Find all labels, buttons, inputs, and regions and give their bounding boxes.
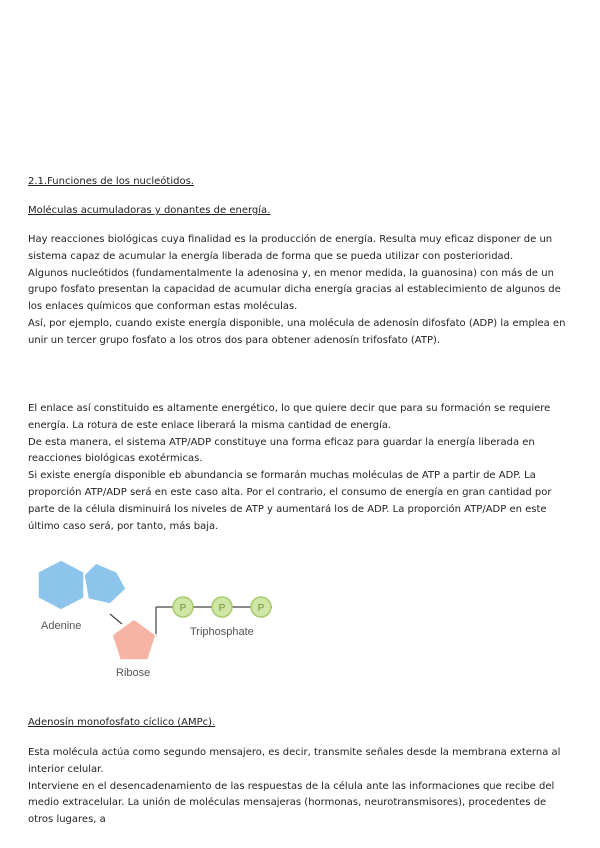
paragraph: El enlace así constituido es altamente energético, lo que quiere decir que para su formación se requiere energía. La rotura de este enlace liberará la misma cantidad de energía. <box>28 403 551 431</box>
phosphate-label-2: P <box>218 603 226 614</box>
paragraph: Esta molécula actúa como segundo mensajero, es decir, transmite señales desde la membrana externa al interior celular. <box>28 747 561 775</box>
adenine-label: Adenine <box>41 620 82 632</box>
paragraph: Si existe energía disponible eb abundancia se formarán muchas moléculas de ATP a partir de ADP. La proporción ATP/ADP será en este caso alta. Por el contrario, el consumo de energía en gran cantidad por parte de la célula disminuirá los niveles de ATP y aumentará los de ADP. La proporción ATP/ADP en este último caso será, por tanto, más baja. <box>28 470 552 532</box>
phosphate-label-1: P <box>179 603 187 614</box>
section-title: 2.1.Funciones de los nucleótidos. <box>28 176 194 187</box>
paragraph-block-1 <box>28 232 573 350</box>
phosphate-label-3: P <box>257 603 265 614</box>
paragraph-block-2 <box>28 401 573 535</box>
paragraph: Así, por ejemplo, cuando existe energía disponible, una molécula de adenosín difosfato (ADP) la emplea en unir un tercer grupo fosfato a los otros dos para obtener adenosín trifosfato (ATP). <box>28 317 566 346</box>
adenine-ribose-line <box>110 614 122 624</box>
subsection-title-energy: Moléculas acumuladoras y donantes de energía. <box>28 205 271 216</box>
atp-diagram-svg <box>28 552 288 682</box>
subsection-title-ampc: Adenosín monofosfato cíclico (AMPc). <box>28 717 216 728</box>
adenine-pentagon-ring <box>84 563 126 604</box>
adenine-hexagon-ring <box>38 560 84 610</box>
ribose-label: Ribose <box>116 667 151 679</box>
atp-structure-diagram <box>28 552 288 682</box>
paragraph-block-3 <box>28 745 573 829</box>
paragraph: Algunos nucleótidos (fundamentalmente la adenosina y, en menor medida, la guanosina) con más de un grupo fosfato presentan la capacidad de acumular dicha energía gracias al establecimiento de algunos de los enlaces químicos que conforman estas moléculas. <box>28 267 561 313</box>
paragraph: De esta manera, el sistema ATP/ADP constituye una forma eficaz para guardar la energía liberada en reacciones biológicas exotérmicas. <box>28 436 535 465</box>
paragraph: Hay reacciones biológicas cuya finalidad es la producción de energía. Resulta muy eficaz disponer de un sistema capaz de acumular la energía liberada de forma que se pueda utilizar con posterioridad. <box>28 234 553 262</box>
ribose-pentagon <box>112 619 156 660</box>
triphosphate-label: Triphosphate <box>190 626 254 638</box>
paragraph: Interviene en el desencadenamiento de las respuestas de la célula ante las informaciones que recibe del medio extracelular. La unión de moléculas mensajeras (hormonas, neurotransmisores), procedentes de otros lugares, a <box>28 780 555 826</box>
